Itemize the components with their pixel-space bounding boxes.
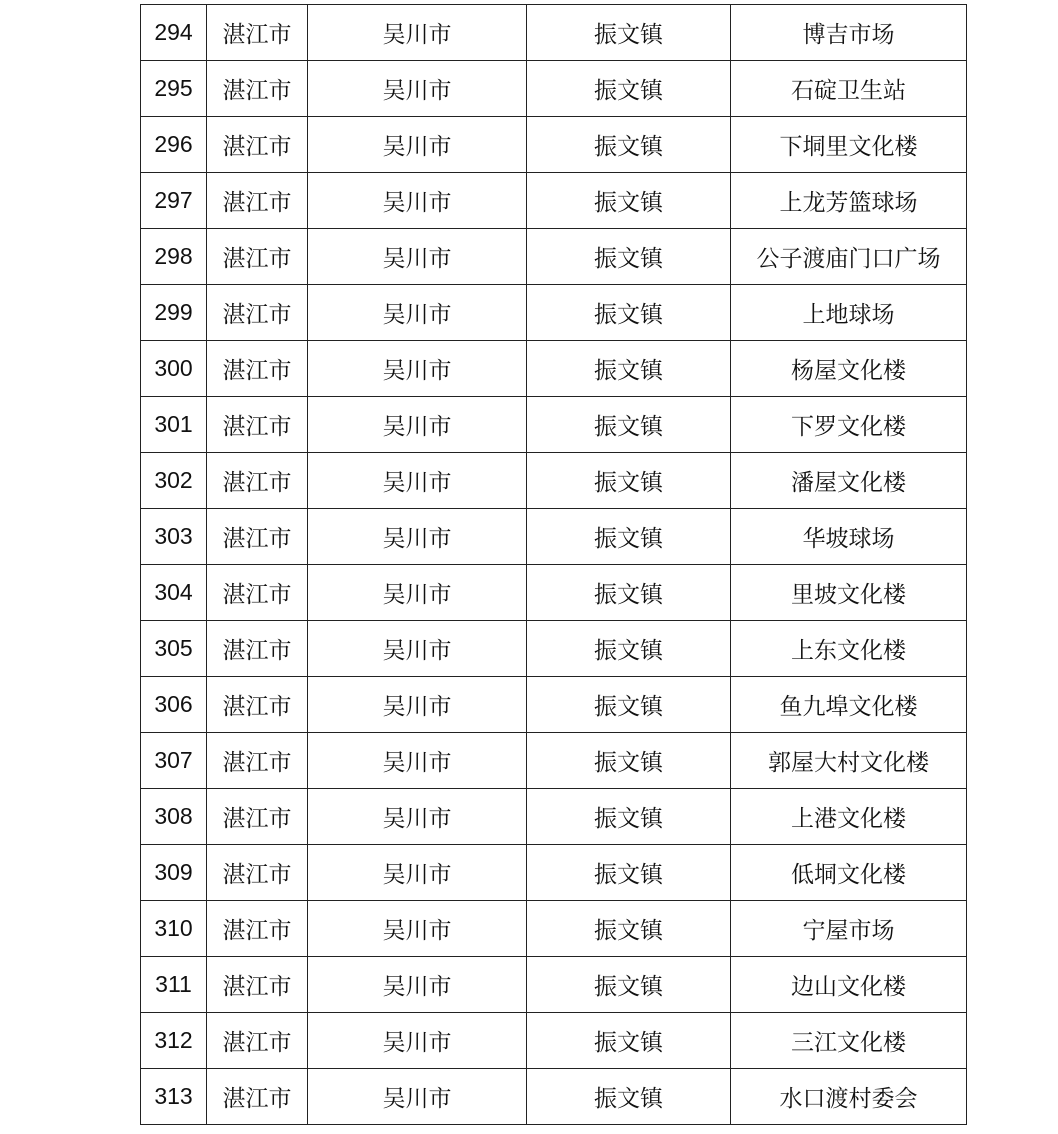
county-cell: 吴川市: [308, 509, 527, 565]
site-name-cell: 华坡球场: [731, 509, 967, 565]
town-cell: 振文镇: [527, 733, 731, 789]
town-cell: 振文镇: [527, 789, 731, 845]
county-cell: 吴川市: [308, 677, 527, 733]
city-cell: 湛江市: [207, 901, 308, 957]
row-number-cell: 313: [141, 1069, 207, 1125]
row-number-cell: 305: [141, 621, 207, 677]
row-number-cell: 294: [141, 5, 207, 61]
city-cell: 湛江市: [207, 285, 308, 341]
county-cell: 吴川市: [308, 285, 527, 341]
county-cell: 吴川市: [308, 789, 527, 845]
table-row: [141, 173, 967, 229]
county-cell: 吴川市: [308, 845, 527, 901]
row-number-cell: 312: [141, 1013, 207, 1069]
table-row: [141, 845, 967, 901]
table-row: [141, 509, 967, 565]
table-row: [141, 789, 967, 845]
table-row: [141, 957, 967, 1013]
city-cell: 湛江市: [207, 677, 308, 733]
site-name-cell: 上港文化楼: [731, 789, 967, 845]
town-cell: 振文镇: [527, 845, 731, 901]
town-cell: 振文镇: [527, 117, 731, 173]
county-cell: 吴川市: [308, 61, 527, 117]
site-name-cell: 鱼九埠文化楼: [731, 677, 967, 733]
site-name-cell: 上东文化楼: [731, 621, 967, 677]
county-cell: 吴川市: [308, 1069, 527, 1125]
city-cell: 湛江市: [207, 509, 308, 565]
table-row: [141, 565, 967, 621]
town-cell: 振文镇: [527, 621, 731, 677]
table-row: [141, 677, 967, 733]
city-cell: 湛江市: [207, 957, 308, 1013]
county-cell: 吴川市: [308, 1013, 527, 1069]
city-cell: 湛江市: [207, 565, 308, 621]
city-cell: 湛江市: [207, 341, 308, 397]
town-cell: 振文镇: [527, 285, 731, 341]
town-cell: 振文镇: [527, 901, 731, 957]
town-cell: 振文镇: [527, 173, 731, 229]
town-cell: 振文镇: [527, 957, 731, 1013]
location-table-container: [140, 4, 966, 1125]
table-row: [141, 453, 967, 509]
city-cell: 湛江市: [207, 229, 308, 285]
city-cell: 湛江市: [207, 453, 308, 509]
city-cell: 湛江市: [207, 1013, 308, 1069]
site-name-cell: 石碇卫生站: [731, 61, 967, 117]
row-number-cell: 311: [141, 957, 207, 1013]
county-cell: 吴川市: [308, 173, 527, 229]
table-row: [141, 733, 967, 789]
town-cell: 振文镇: [527, 565, 731, 621]
row-number-cell: 295: [141, 61, 207, 117]
row-number-cell: 301: [141, 397, 207, 453]
town-cell: 振文镇: [527, 1069, 731, 1125]
table-row: [141, 901, 967, 957]
site-name-cell: 低垌文化楼: [731, 845, 967, 901]
site-name-cell: 上地球场: [731, 285, 967, 341]
site-name-cell: 博吉市场: [731, 5, 967, 61]
city-cell: 湛江市: [207, 397, 308, 453]
county-cell: 吴川市: [308, 5, 527, 61]
table-row: [141, 1013, 967, 1069]
county-cell: 吴川市: [308, 565, 527, 621]
row-number-cell: 298: [141, 229, 207, 285]
city-cell: 湛江市: [207, 61, 308, 117]
table-row: [141, 1069, 967, 1125]
site-name-cell: 上龙芳篮球场: [731, 173, 967, 229]
row-number-cell: 306: [141, 677, 207, 733]
county-cell: 吴川市: [308, 733, 527, 789]
row-number-cell: 300: [141, 341, 207, 397]
row-number-cell: 308: [141, 789, 207, 845]
city-cell: 湛江市: [207, 173, 308, 229]
row-number-cell: 302: [141, 453, 207, 509]
row-number-cell: 304: [141, 565, 207, 621]
city-cell: 湛江市: [207, 789, 308, 845]
table-row: [141, 5, 967, 61]
city-cell: 湛江市: [207, 845, 308, 901]
row-number-cell: 303: [141, 509, 207, 565]
table-body: [141, 5, 967, 1125]
table-row: [141, 341, 967, 397]
row-number-cell: 307: [141, 733, 207, 789]
town-cell: 振文镇: [527, 1013, 731, 1069]
county-cell: 吴川市: [308, 341, 527, 397]
county-cell: 吴川市: [308, 621, 527, 677]
county-cell: 吴川市: [308, 117, 527, 173]
site-name-cell: 郭屋大村文化楼: [731, 733, 967, 789]
town-cell: 振文镇: [527, 397, 731, 453]
location-table: [140, 4, 967, 1125]
site-name-cell: 下罗文化楼: [731, 397, 967, 453]
table-row: [141, 397, 967, 453]
county-cell: 吴川市: [308, 957, 527, 1013]
row-number-cell: 310: [141, 901, 207, 957]
row-number-cell: 309: [141, 845, 207, 901]
site-name-cell: 三江文化楼: [731, 1013, 967, 1069]
table-row: [141, 117, 967, 173]
city-cell: 湛江市: [207, 5, 308, 61]
town-cell: 振文镇: [527, 61, 731, 117]
row-number-cell: 296: [141, 117, 207, 173]
table-row: [141, 61, 967, 117]
site-name-cell: 宁屋市场: [731, 901, 967, 957]
town-cell: 振文镇: [527, 677, 731, 733]
table-row: [141, 285, 967, 341]
row-number-cell: 299: [141, 285, 207, 341]
site-name-cell: 边山文化楼: [731, 957, 967, 1013]
site-name-cell: 潘屋文化楼: [731, 453, 967, 509]
city-cell: 湛江市: [207, 733, 308, 789]
town-cell: 振文镇: [527, 453, 731, 509]
table-row: [141, 621, 967, 677]
county-cell: 吴川市: [308, 453, 527, 509]
site-name-cell: 公子渡庙门口广场: [731, 229, 967, 285]
town-cell: 振文镇: [527, 5, 731, 61]
county-cell: 吴川市: [308, 229, 527, 285]
site-name-cell: 下垌里文化楼: [731, 117, 967, 173]
site-name-cell: 杨屋文化楼: [731, 341, 967, 397]
row-number-cell: 297: [141, 173, 207, 229]
county-cell: 吴川市: [308, 901, 527, 957]
table-row: [141, 229, 967, 285]
town-cell: 振文镇: [527, 341, 731, 397]
city-cell: 湛江市: [207, 117, 308, 173]
county-cell: 吴川市: [308, 397, 527, 453]
city-cell: 湛江市: [207, 621, 308, 677]
city-cell: 湛江市: [207, 1069, 308, 1125]
town-cell: 振文镇: [527, 229, 731, 285]
site-name-cell: 水口渡村委会: [731, 1069, 967, 1125]
town-cell: 振文镇: [527, 509, 731, 565]
site-name-cell: 里坡文化楼: [731, 565, 967, 621]
